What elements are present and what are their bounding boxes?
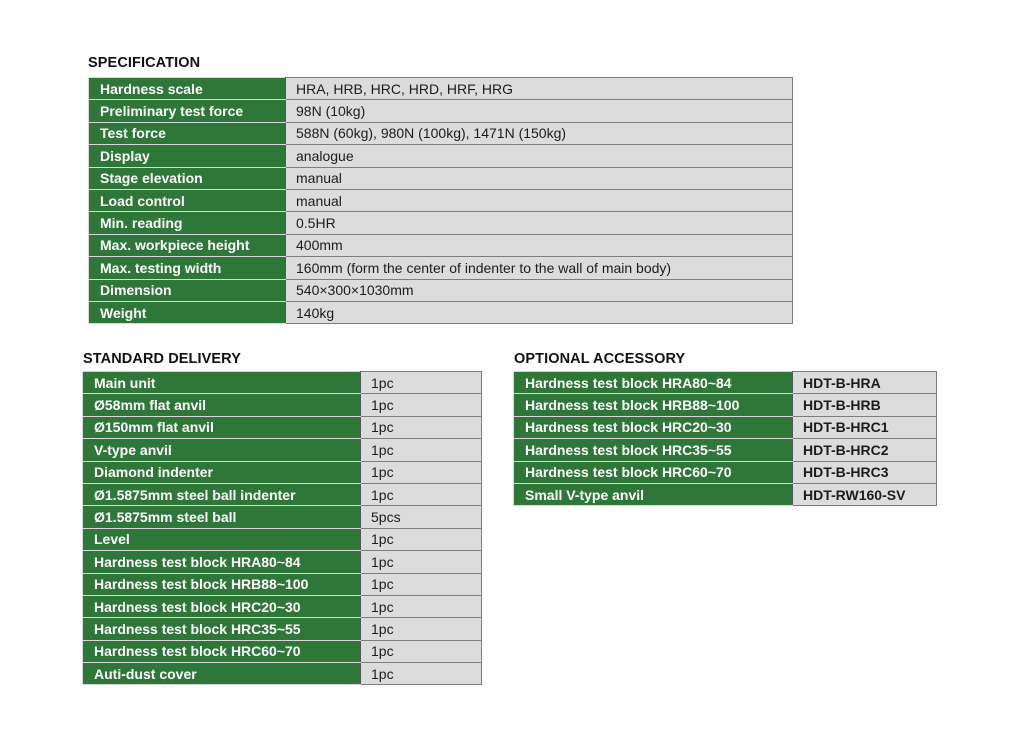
accessory-item: Small V-type anvil — [514, 483, 793, 505]
spec-label: Load control — [89, 189, 286, 211]
spec-row — [89, 212, 793, 234]
delivery-item: Hardness test block HRC35~55 — [83, 618, 361, 640]
delivery-row — [83, 416, 482, 438]
optional-accessory-rows — [514, 372, 937, 506]
spec-label: Stage elevation — [89, 167, 286, 189]
delivery-qty: 1pc — [361, 394, 482, 416]
spec-row — [89, 234, 793, 256]
delivery-qty: 1pc — [361, 483, 482, 505]
delivery-row — [83, 551, 482, 573]
delivery-row — [83, 640, 482, 662]
spec-row — [89, 279, 793, 301]
delivery-row — [83, 483, 482, 505]
delivery-item: Ø150mm flat anvil — [83, 416, 361, 438]
delivery-item: Ø1.5875mm steel ball indenter — [83, 483, 361, 505]
spec-row — [89, 100, 793, 122]
spec-value: 0.5HR — [286, 212, 793, 234]
delivery-row — [83, 663, 482, 685]
delivery-qty: 1pc — [361, 663, 482, 685]
delivery-qty: 5pcs — [361, 506, 482, 528]
spec-value: manual — [286, 189, 793, 211]
spec-value: 140kg — [286, 301, 793, 323]
standard-delivery-table — [82, 371, 482, 685]
spec-label: Min. reading — [89, 212, 286, 234]
delivery-row — [83, 595, 482, 617]
accessory-code: HDT-B-HRA — [793, 372, 937, 394]
accessory-row — [514, 394, 937, 416]
delivery-row — [83, 618, 482, 640]
delivery-row — [83, 528, 482, 550]
accessory-row — [514, 372, 937, 394]
accessory-item: Hardness test block HRB88~100 — [514, 394, 793, 416]
spec-row — [89, 301, 793, 323]
accessory-code: HDT-B-HRB — [793, 394, 937, 416]
delivery-item: Main unit — [83, 372, 361, 394]
spec-row — [89, 145, 793, 167]
delivery-item: Ø58mm flat anvil — [83, 394, 361, 416]
spec-value: 160mm (form the center of indenter to the wall of main body) — [286, 257, 793, 279]
delivery-qty: 1pc — [361, 439, 482, 461]
spec-label: Display — [89, 145, 286, 167]
delivery-row — [83, 573, 482, 595]
accessory-item: Hardness test block HRC60~70 — [514, 461, 793, 483]
specification-rows — [89, 78, 793, 324]
accessory-code: HDT-B-HRC3 — [793, 461, 937, 483]
delivery-qty: 1pc — [361, 551, 482, 573]
spec-value: 98N (10kg) — [286, 100, 793, 122]
accessory-item: Hardness test block HRC20~30 — [514, 416, 793, 438]
spec-value: 588N (60kg), 980N (100kg), 1471N (150kg) — [286, 122, 793, 144]
accessory-code: HDT-RW160-SV — [793, 483, 937, 505]
standard-delivery-title: STANDARD DELIVERY — [83, 351, 241, 367]
standard-delivery-rows — [83, 372, 482, 685]
optional-accessory-title: OPTIONAL ACCESSORY — [514, 351, 686, 367]
accessory-row — [514, 439, 937, 461]
spec-row — [89, 167, 793, 189]
spec-label: Preliminary test force — [89, 100, 286, 122]
spec-label: Hardness scale — [89, 78, 286, 100]
delivery-item: Hardness test block HRA80~84 — [83, 551, 361, 573]
delivery-item: Ø1.5875mm steel ball — [83, 506, 361, 528]
delivery-item: Hardness test block HRC60~70 — [83, 640, 361, 662]
delivery-item: Level — [83, 528, 361, 550]
spec-label: Test force — [89, 122, 286, 144]
accessory-row — [514, 461, 937, 483]
delivery-qty: 1pc — [361, 461, 482, 483]
delivery-qty: 1pc — [361, 416, 482, 438]
spec-label: Dimension — [89, 279, 286, 301]
delivery-row — [83, 372, 482, 394]
accessory-code: HDT-B-HRC2 — [793, 439, 937, 461]
spec-label: Max. workpiece height — [89, 234, 286, 256]
delivery-qty: 1pc — [361, 573, 482, 595]
spec-label: Weight — [89, 301, 286, 323]
accessory-item: Hardness test block HRC35~55 — [514, 439, 793, 461]
accessory-row — [514, 483, 937, 505]
spec-value: analogue — [286, 145, 793, 167]
delivery-row — [83, 439, 482, 461]
delivery-qty: 1pc — [361, 595, 482, 617]
delivery-item: Diamond indenter — [83, 461, 361, 483]
delivery-item: Hardness test block HRC20~30 — [83, 595, 361, 617]
delivery-qty: 1pc — [361, 528, 482, 550]
spec-row — [89, 122, 793, 144]
spec-row — [89, 257, 793, 279]
delivery-qty: 1pc — [361, 618, 482, 640]
spec-label: Max. testing width — [89, 257, 286, 279]
optional-accessory-table — [513, 371, 937, 506]
spec-row — [89, 78, 793, 100]
accessory-code: HDT-B-HRC1 — [793, 416, 937, 438]
delivery-item: V-type anvil — [83, 439, 361, 461]
spec-value: manual — [286, 167, 793, 189]
spec-value: 540×300×1030mm — [286, 279, 793, 301]
delivery-qty: 1pc — [361, 640, 482, 662]
delivery-row — [83, 506, 482, 528]
specification-title: SPECIFICATION — [88, 55, 201, 71]
spec-value: HRA, HRB, HRC, HRD, HRF, HRG — [286, 78, 793, 100]
specification-table — [88, 77, 793, 324]
delivery-item: Auti-dust cover — [83, 663, 361, 685]
accessory-item: Hardness test block HRA80~84 — [514, 372, 793, 394]
delivery-row — [83, 461, 482, 483]
delivery-row — [83, 394, 482, 416]
accessory-row — [514, 416, 937, 438]
delivery-item: Hardness test block HRB88~100 — [83, 573, 361, 595]
spec-row — [89, 189, 793, 211]
spec-value: 400mm — [286, 234, 793, 256]
delivery-qty: 1pc — [361, 372, 482, 394]
